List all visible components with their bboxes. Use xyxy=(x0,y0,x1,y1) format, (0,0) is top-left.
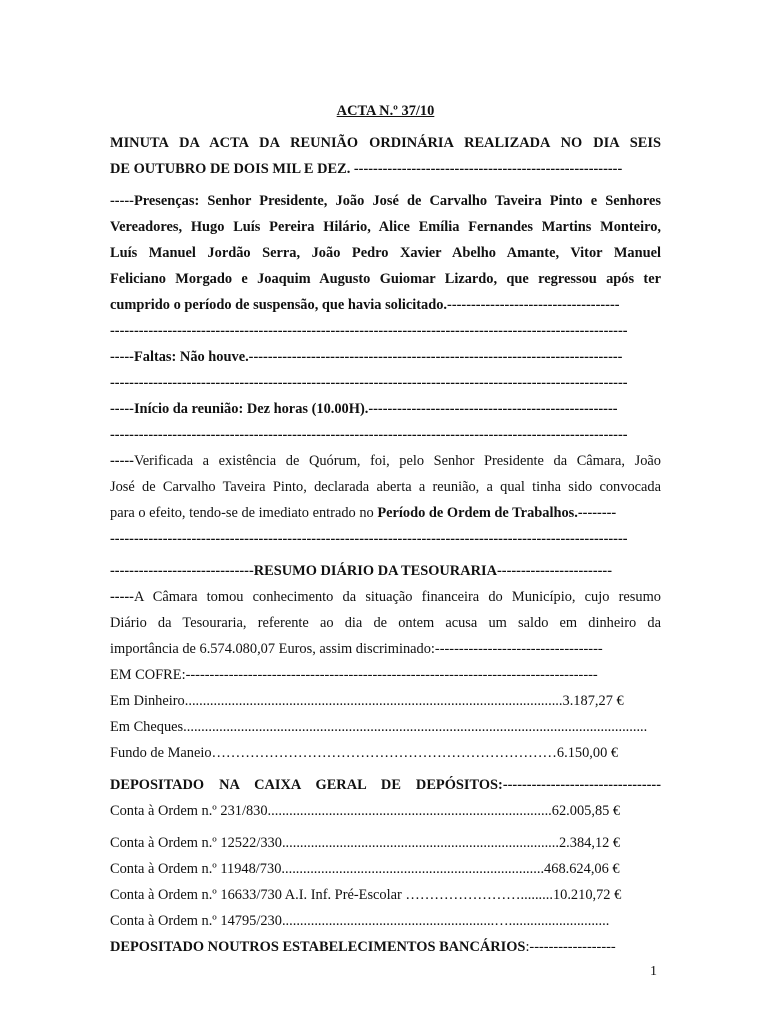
row-label: Conta à Ordem n.º 11948/730 xyxy=(110,861,282,877)
row-leader: ......................................................................... xyxy=(281,861,545,877)
row-leader: ................................................................................................................................. xyxy=(183,719,648,735)
camara-line-2: Diário da Tesouraria, referente ao dia de ontem acusa um saldo em dinheiro da xyxy=(110,615,661,631)
page-number: 1 xyxy=(650,964,657,979)
camara-line-3: importância de 6.574.080,07 Euros, assim discriminado:----------------------------------- xyxy=(110,641,603,657)
verificada-prefix: ----- xyxy=(110,453,134,469)
presencas-text: : Senhor Presidente, João José de Carvalho Taveira Pinto e Senhores xyxy=(194,193,661,209)
cofre-row-dinheiro xyxy=(110,688,661,714)
document-body xyxy=(110,98,661,960)
camara-prefix: ----- xyxy=(110,589,134,605)
presencas-line-5: cumprido o período de suspensão, que havia solicitado.------------------------------------ xyxy=(110,297,620,313)
row-label: Conta à Ordem n.º 12522/330 xyxy=(110,835,282,851)
cofre-row-fundo-maneio xyxy=(110,740,661,766)
row-label: Conta à Ordem n.º 16633/730 A.I. Inf. Pré-Escolar xyxy=(110,887,406,903)
row-label: Em Dinheiro xyxy=(110,693,185,709)
periodo-ordem-trabalhos: Período de Ordem de Trabalhos.-------- xyxy=(377,505,617,521)
row-leader: ……………………………………………………………… xyxy=(211,745,557,761)
separator-line: ------------------------------------------------------------------------------------------------------------ xyxy=(110,323,628,339)
verificada-line-2: José de Carvalho Taveira Pinto, declarada aberta a reunião, a qual tinha sido convocada xyxy=(110,479,661,495)
document-title: ACTA N.º 37/10 xyxy=(336,103,435,119)
outros-heading xyxy=(110,934,661,960)
row-leader: ……………………......... xyxy=(405,887,553,903)
heading-line-2: DE OUTUBRO DE DOIS MIL E DEZ. -------------------------------------------------------- xyxy=(110,161,623,177)
row-value: 2.384,12 € xyxy=(558,835,621,851)
presencas-line-3: Luís Manuel Jordão Serra, João Pedro Xavier Abelho Amante, Vitor Manuel xyxy=(110,245,661,261)
presencas-line-2: Vereadores, Hugo Luís Pereira Hilário, Alice Emília Fernandes Martins Monteiro, xyxy=(110,219,661,235)
em-cofre-heading: EM COFRE:-------------------------------------------------------------------------------------- xyxy=(110,667,598,683)
verificada-text: Verificada a existência de Quórum, foi, pelo Senhor Presidente da Câmara, João xyxy=(133,453,661,469)
faltas-line: -----Faltas: Não houve.------------------------------------------------------------------------------ xyxy=(110,349,623,365)
row-leader: ...........................................................…............................ xyxy=(281,913,610,929)
row-value: 10.210,72 € xyxy=(552,887,622,903)
outros-heading-rest: :------------------ xyxy=(525,939,616,955)
cgd-row xyxy=(110,798,661,824)
verificada-line-1 xyxy=(110,448,661,474)
cgd-heading: DEPOSITADO NA CAIXA GERAL DE DEPÓSITOS:--------------------------------- xyxy=(110,777,661,793)
row-value: 6.150,00 € xyxy=(556,745,619,761)
separator-line: ------------------------------------------------------------------------------------------------------------ xyxy=(110,375,628,391)
cgd-row xyxy=(110,882,661,908)
camara-line-1 xyxy=(110,584,661,610)
row-value: 62.005,85 € xyxy=(551,803,621,819)
row-label: Conta à Ordem n.º 231/830 xyxy=(110,803,268,819)
row-value: 3.187,27 € xyxy=(562,693,624,709)
row-label: Em Cheques xyxy=(110,719,184,735)
row-leader: ......................................................................................................... xyxy=(184,693,563,709)
presencas-prefix: ----- xyxy=(110,193,134,209)
camara-text: A Câmara tomou conhecimento da situação financeira do Município, cujo resumo xyxy=(133,589,661,605)
cgd-row xyxy=(110,830,661,856)
row-label: Fundo de Maneio xyxy=(110,745,212,761)
outros-heading-bold: DEPOSITADO NOUTROS ESTABELECIMENTOS BANCÁRIOS xyxy=(110,939,526,955)
heading-line-1: MINUTA DA ACTA DA REUNIÃO ORDINÁRIA REALIZADA NO DIA SEIS xyxy=(110,135,661,151)
row-leader: ............................................................................... xyxy=(267,803,552,819)
verificada-line-3 xyxy=(110,500,661,526)
separator-line: ------------------------------------------------------------------------------------------------------------ xyxy=(110,427,628,443)
inicio-line: -----Início da reunião: Dez horas (10.00H).---------------------------------------------------- xyxy=(110,401,618,417)
presencas-line-1 xyxy=(110,188,661,214)
verificada-line-3-text: para o efeito, tendo-se de imediato entrado no xyxy=(110,505,378,521)
separator-line: ------------------------------------------------------------------------------------------------------------ xyxy=(110,531,628,547)
cofre-row-cheques xyxy=(110,714,661,740)
cgd-row xyxy=(110,908,661,934)
cgd-row xyxy=(110,856,661,882)
row-leader: ............................................................................. xyxy=(281,835,559,851)
resumo-heading: ------------------------------RESUMO DIÁRIO DA TESOURARIA------------------------ xyxy=(110,563,612,579)
presencas-label: Presenças xyxy=(133,193,195,209)
presencas-line-4: Feliciano Morgado e Joaquim Augusto Guiomar Lizardo, que regressou após ter xyxy=(110,271,661,287)
row-label: Conta à Ordem n.º 14795/230 xyxy=(110,913,282,929)
row-value: 468.624,06 € xyxy=(544,861,620,877)
